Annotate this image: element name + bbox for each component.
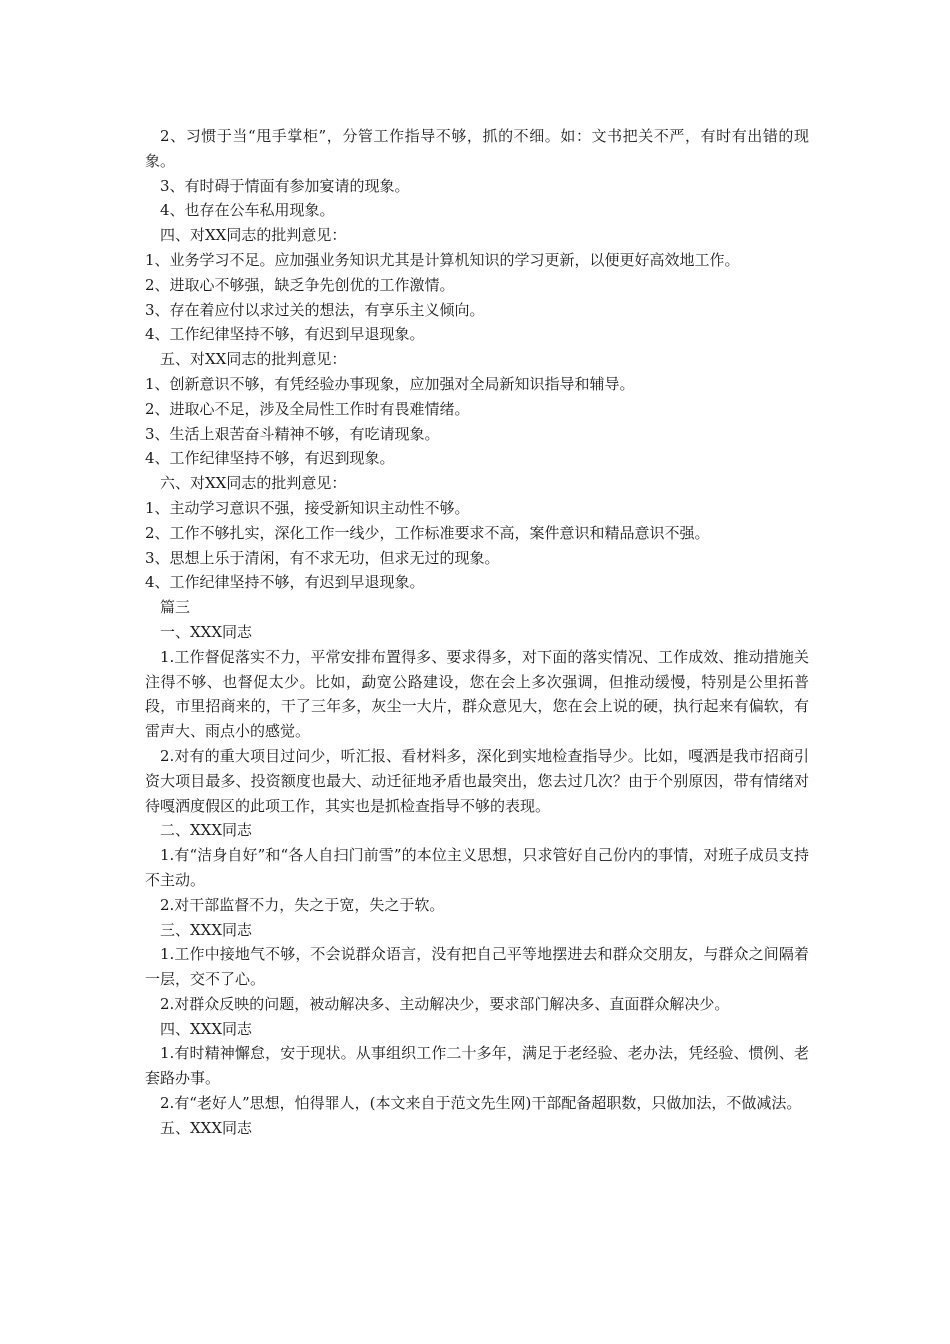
paragraph: 1、业务学习不足。应加强业务知识尤其是计算机知识的学习更新，以便更好高效地工作。 [145, 250, 740, 269]
paragraph: 五、XXX同志 [160, 1118, 253, 1137]
paragraph: 2.对有的重大项目过问少，听汇报、看材料多，深化到实地检查指导少。比如，嘎洒是我市招商引资大项目最多、投资额度也最大、动迁征地矛盾也最突出，您去过几次？由于个别原因，带有情绪对待嘎洒度假区的此项工作，其实也是抓检查指导不够的表现。 [145, 746, 809, 815]
paragraph: 3、存在着应付以求过关的想法，有享乐主义倾向。 [145, 300, 485, 319]
paragraph: 2、进取心不足，涉及全局性工作时有畏难情绪。 [145, 399, 470, 418]
paragraph: 2、工作不够扎实，深化工作一线少，工作标准要求不高，案件意识和精品意识不强。 [145, 523, 710, 542]
paragraph: 3、生活上艰苦奋斗精神不够，有吃请现象。 [145, 424, 440, 443]
paragraph: 3、有时碍于情面有参加宴请的现象。 [160, 176, 410, 195]
paragraph: 1.有时精神懈怠，安于现状。从事组织工作二十多年，满足于老经验、老办法，凭经验、惯例、老套路办事。 [145, 1044, 809, 1088]
paragraph: 3、思想上乐于清闲，有不求无功，但求无过的现象。 [145, 548, 500, 567]
paragraph: 4、工作纪律坚持不够，有迟到早退现象。 [145, 325, 425, 344]
paragraph: 一、XXX同志 [160, 622, 253, 641]
paragraph: 三、XXX同志 [160, 920, 253, 939]
paragraph: 2.对群众反映的问题，被动解决多、主动解决少，要求部门解决多、直面群众解决少。 [160, 994, 730, 1013]
paragraph: 1、主动学习意识不强，接受新知识主动性不够。 [145, 498, 470, 517]
paragraph: 1.工作中接地气不够，不会说群众语言，没有把自己平等地摆进去和群众交朋友，与群众之间隔着一层，交不了心。 [145, 945, 809, 989]
paragraph: 1、创新意识不够，有凭经验办事现象，应加强对全局新知识指导和辅导。 [145, 374, 635, 393]
paragraph: 2、习惯于当“甩手掌柜”，分管工作指导不够，抓的不细。如：文书把关不严，有时有出错的现象。 [145, 127, 809, 170]
paragraph: 四、对XX同志的批判意见： [160, 226, 347, 245]
paragraph: 2、进取心不够强，缺乏争先创优的工作激情。 [145, 275, 455, 294]
paragraph: 篇三 [160, 598, 191, 617]
paragraph: 4、也存在公车私用现象。 [160, 201, 335, 220]
paragraph: 二、XXX同志 [160, 821, 253, 840]
paragraph: 2.对干部监督不力，失之于宽，失之于软。 [160, 895, 445, 914]
paragraph: 四、XXX同志 [160, 1019, 253, 1038]
paragraph: 六、对XX同志的批判意见： [160, 474, 347, 493]
paragraph: 2.有“老好人”思想，怕得罪人，(本文来自于范文先生网)干部配备超职数，只做加法，不做减法。 [160, 1094, 802, 1113]
paragraph: 1.有“洁身自好”和“各人自扫门前雪”的本位主义思想，只求管好自己份内的事情，对班子成员支持不主动。 [145, 846, 809, 889]
paragraph: 4、工作纪律坚持不够，有迟到早退现象。 [145, 573, 425, 592]
paragraph: 4、工作纪律坚持不够，有迟到现象。 [145, 449, 395, 468]
paragraph: 五、对XX同志的批判意见： [160, 350, 347, 369]
document-body [145, 124, 809, 1141]
paragraph: 1.工作督促落实不力，平常安排布置得多、要求得多，对下面的落实情况、工作成效、推动措施关注得不够、也督促太少。比如，勐宽公路建设，您在会上多次强调，但推动缓慢，特别是公里拓普段，市里招商来的，干了三年多，灰尘一大片，群众意见大，您在会上说的硬，执行起来有偏软，有雷声大、雨点小的感觉。 [145, 647, 809, 741]
